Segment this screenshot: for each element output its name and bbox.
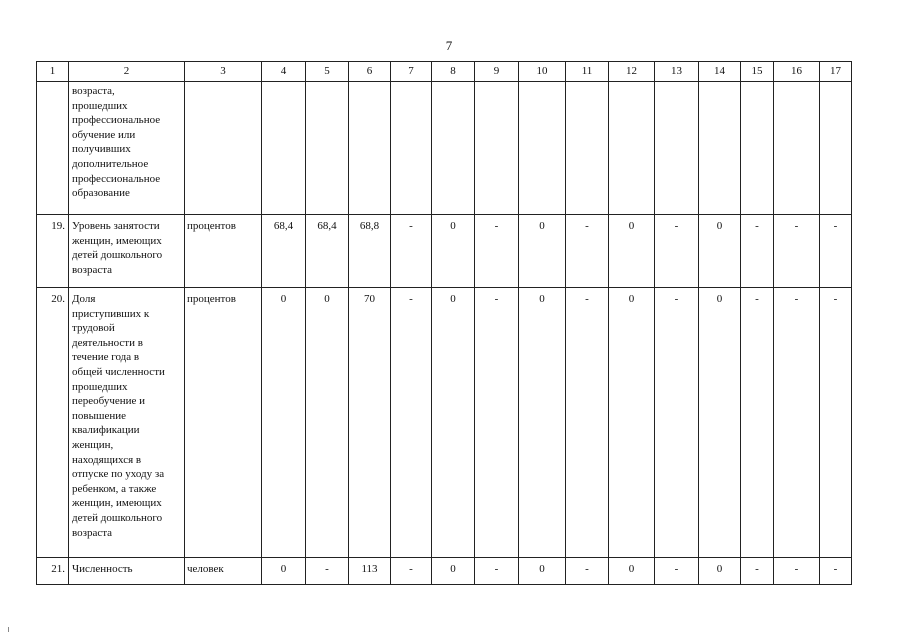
value-cell	[391, 82, 432, 215]
value-cell: -	[655, 558, 699, 585]
value-cell: -	[306, 558, 349, 585]
column-header: 14	[699, 62, 741, 82]
indicators-table	[36, 61, 852, 585]
value-cell: 68,4	[262, 215, 306, 288]
column-header: 8	[432, 62, 475, 82]
value-cell: 0	[262, 558, 306, 585]
value-cell	[262, 82, 306, 215]
value-cell	[820, 82, 852, 215]
value-cell: 0	[699, 558, 741, 585]
value-cell: -	[566, 215, 609, 288]
value-cell: 0	[519, 288, 566, 558]
value-cell	[519, 82, 566, 215]
value-cell: -	[655, 215, 699, 288]
value-cell: 0	[609, 288, 655, 558]
value-cell: -	[741, 288, 774, 558]
column-header: 9	[475, 62, 519, 82]
table-row-20	[37, 288, 852, 558]
column-header: 11	[566, 62, 609, 82]
value-cell: 70	[349, 288, 391, 558]
value-cell: 0	[519, 215, 566, 288]
value-cell: -	[820, 558, 852, 585]
column-header: 4	[262, 62, 306, 82]
value-cell	[566, 82, 609, 215]
row-number: 21.	[37, 558, 69, 585]
column-header: 15	[741, 62, 774, 82]
column-header: 12	[609, 62, 655, 82]
column-header: 16	[774, 62, 820, 82]
value-cell	[306, 82, 349, 215]
column-number-row	[37, 62, 852, 82]
table-row-21	[37, 558, 852, 585]
value-cell: 0	[432, 215, 475, 288]
value-cell: 68,4	[306, 215, 349, 288]
value-cell: -	[391, 558, 432, 585]
value-cell	[349, 82, 391, 215]
unit-of-measure: процентов	[185, 215, 262, 288]
column-header: 10	[519, 62, 566, 82]
value-cell: -	[391, 288, 432, 558]
value-cell	[432, 82, 475, 215]
column-header: 17	[820, 62, 852, 82]
column-header: 7	[391, 62, 432, 82]
page-number: 7	[445, 38, 453, 53]
row-number: 19.	[37, 215, 69, 288]
value-cell: -	[655, 288, 699, 558]
value-cell: 0	[519, 558, 566, 585]
value-cell: 0	[699, 288, 741, 558]
value-cell: 0	[699, 215, 741, 288]
value-cell: 0	[609, 215, 655, 288]
value-cell	[609, 82, 655, 215]
value-cell: -	[566, 558, 609, 585]
value-cell: 0	[262, 288, 306, 558]
value-cell: -	[741, 215, 774, 288]
value-cell: -	[475, 215, 519, 288]
indicator-name-continued: возраста, прошедших профессиональное обучение или получивших дополнительное профессиональное образование	[69, 82, 185, 215]
value-cell	[655, 82, 699, 215]
value-cell: 0	[609, 558, 655, 585]
value-cell: -	[475, 558, 519, 585]
value-cell: 0	[432, 288, 475, 558]
row-number: 20.	[37, 288, 69, 558]
column-header: 2	[69, 62, 185, 82]
value-cell	[741, 82, 774, 215]
column-header: 5	[306, 62, 349, 82]
value-cell: -	[566, 288, 609, 558]
indicator-name: Уровень занятости женщин, имеющих детей дошкольного возраста	[69, 215, 185, 288]
value-cell: 0	[306, 288, 349, 558]
value-cell: -	[820, 288, 852, 558]
value-cell: -	[774, 558, 820, 585]
value-cell: -	[391, 215, 432, 288]
column-header: 3	[185, 62, 262, 82]
unit-cell	[185, 82, 262, 215]
indicator-name: Доля приступивших к трудовой деятельности в течение года в общей численности прошедших переобучение и повышение квалификации женщин, находящихся в отпуске по уходу за ребенком, а также женщин, имеющих детей дошкольного возраста	[69, 288, 185, 558]
value-cell: -	[741, 558, 774, 585]
value-cell: 113	[349, 558, 391, 585]
unit-of-measure: человек	[185, 558, 262, 585]
column-header: 6	[349, 62, 391, 82]
value-cell: 0	[432, 558, 475, 585]
value-cell: -	[475, 288, 519, 558]
table-row-19	[37, 215, 852, 288]
row-number-cell	[37, 82, 69, 215]
value-cell: -	[820, 215, 852, 288]
value-cell	[774, 82, 820, 215]
value-cell	[699, 82, 741, 215]
value-cell	[475, 82, 519, 215]
value-cell: -	[774, 288, 820, 558]
table-row-continuation	[37, 82, 852, 215]
unit-of-measure: процентов	[185, 288, 262, 558]
value-cell: 68,8	[349, 215, 391, 288]
value-cell: -	[774, 215, 820, 288]
scan-mark	[8, 627, 9, 632]
column-header: 1	[37, 62, 69, 82]
column-header: 13	[655, 62, 699, 82]
indicator-name: Численность	[69, 558, 185, 585]
